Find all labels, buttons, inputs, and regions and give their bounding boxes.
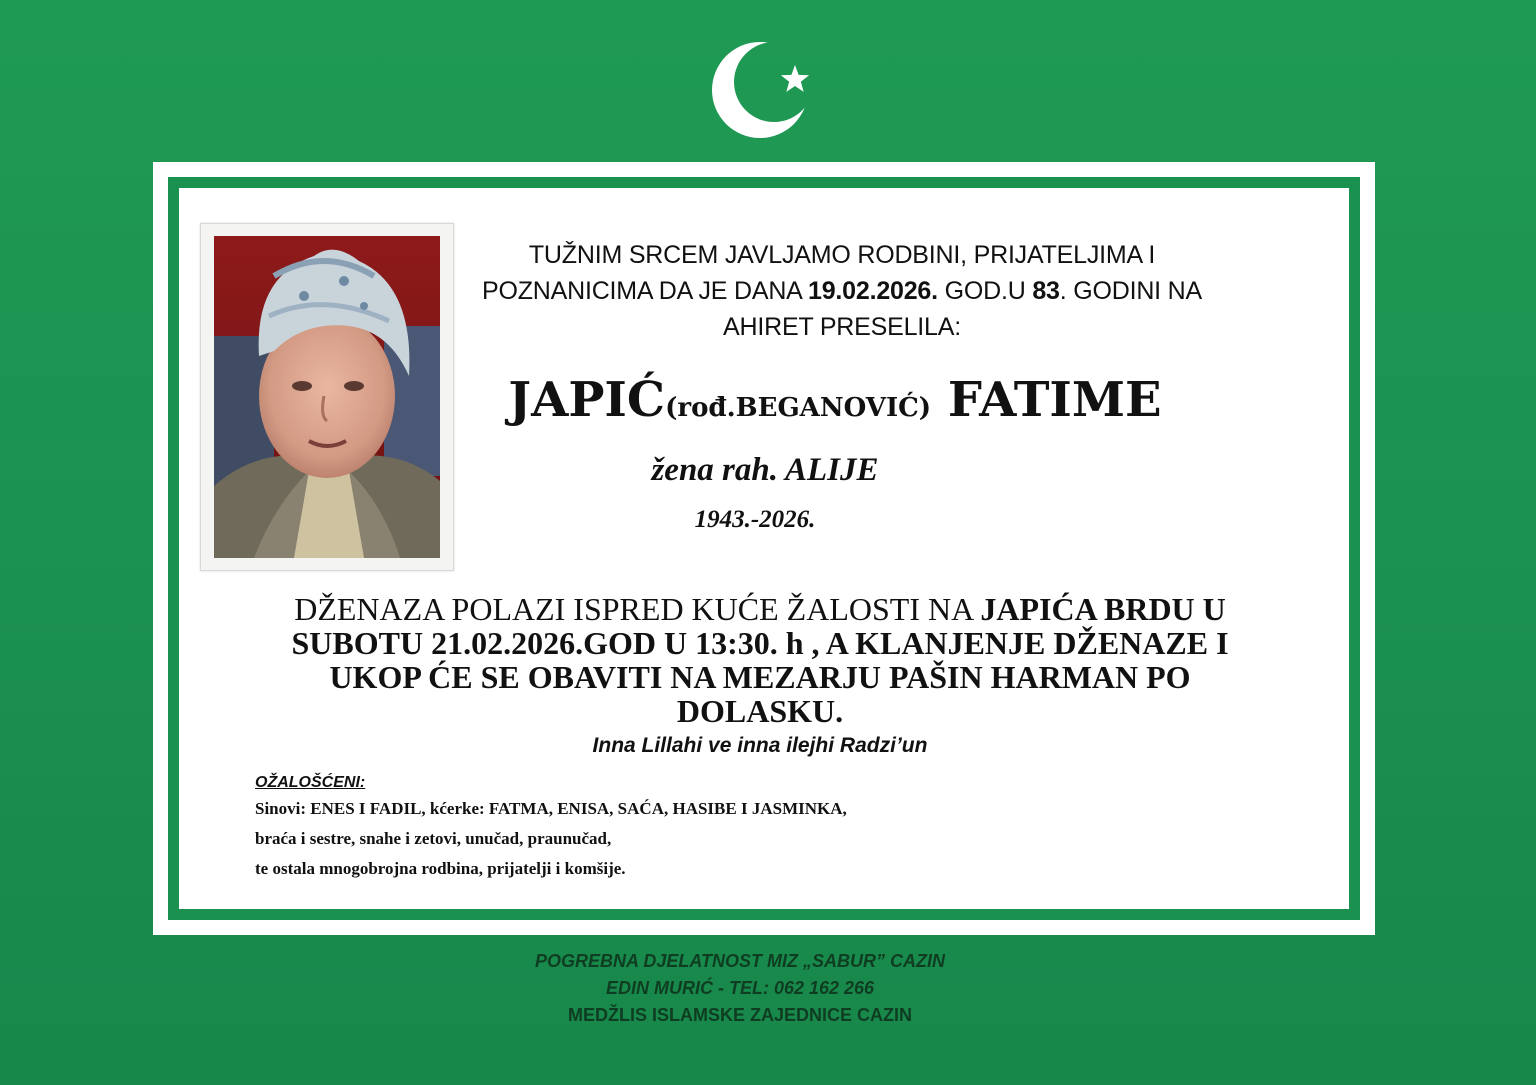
maiden-name: (rođ.BEGANOVIĆ) [665, 393, 932, 423]
intro-line-2-end: . GODINI NA [1059, 277, 1203, 305]
funeral-line-1-start: DŽENAZA POLAZI ISPRED KUĆE ŽALOSTI NA [294, 591, 981, 627]
funeral-line-1 [250, 592, 1270, 626]
intro-line-2-start: POZNANICIMA DA JE DANA [481, 277, 809, 305]
mourners-list [255, 794, 1015, 884]
funeral-line-4 [250, 694, 1270, 728]
deceased-name [470, 370, 1200, 438]
crescent-star-icon [708, 38, 820, 144]
intro-line-3: AHIRET PRESELILA: [723, 313, 961, 341]
mourners-line: Sinovi: ENES I FADIL, kćerke: FATMA, ENISA, SAĆA, HASIBE I JASMINKA, [255, 799, 847, 818]
funeral-time: SUBOTU 21.02.2026.GOD U 13:30. h , A KLANJENJE DŽENAZE I [291, 625, 1229, 661]
mourners-line: braća i sestre, snahe i zetovi, unučad, praunučad, [255, 829, 612, 848]
age: 83 [1032, 277, 1060, 305]
prayer-text: Inna Lillahi ve inna ilejhi Radzi’un [592, 734, 928, 757]
mourners-line: te ostala mnogobrojna rodbina, prijatelji i komšije. [255, 859, 626, 878]
death-date: 19.02.2026. [808, 277, 938, 305]
photo-frame [200, 223, 454, 571]
mourners-heading: OŽALOŠĆENI: [255, 774, 366, 791]
intro-line-2-mid: GOD.U [937, 277, 1033, 305]
funeral-end: DOLASKU. [676, 693, 844, 729]
funeral-line-2 [250, 626, 1270, 660]
intro-line-1: TUŽNIM SRCEM JAVLJAMO RODBINI, PRIJATELJIMA I [528, 241, 1156, 269]
footer-line-1: POGREBNA DJELATNOST MIZ „SABUR” CAZIN [534, 951, 945, 971]
footer-line-2: EDIN MURIĆ - TEL: 062 162 266 [605, 978, 875, 998]
funeral-burial: UKOP ĆE SE OBAVITI NA MEZARJU PAŠIN HARMAN PO [329, 659, 1191, 695]
surname: JAPIĆ [508, 372, 666, 428]
funeral-service-footer [430, 948, 1050, 1029]
life-years: 1943.-2026. [694, 506, 816, 533]
funeral-place: JAPIĆA BRDU U [980, 591, 1226, 627]
footer-line-3: MEDŽLIS ISLAMSKE ZAJEDNICE CAZIN [567, 1005, 912, 1025]
funeral-line-3 [250, 660, 1270, 694]
intro-text [462, 237, 1222, 345]
portrait-photo [214, 236, 440, 558]
funeral-details [250, 592, 1270, 728]
intro-line-2 [462, 273, 1222, 309]
wife-of: žena rah. ALIJE [651, 452, 879, 488]
first-name: FATIME [947, 372, 1162, 428]
